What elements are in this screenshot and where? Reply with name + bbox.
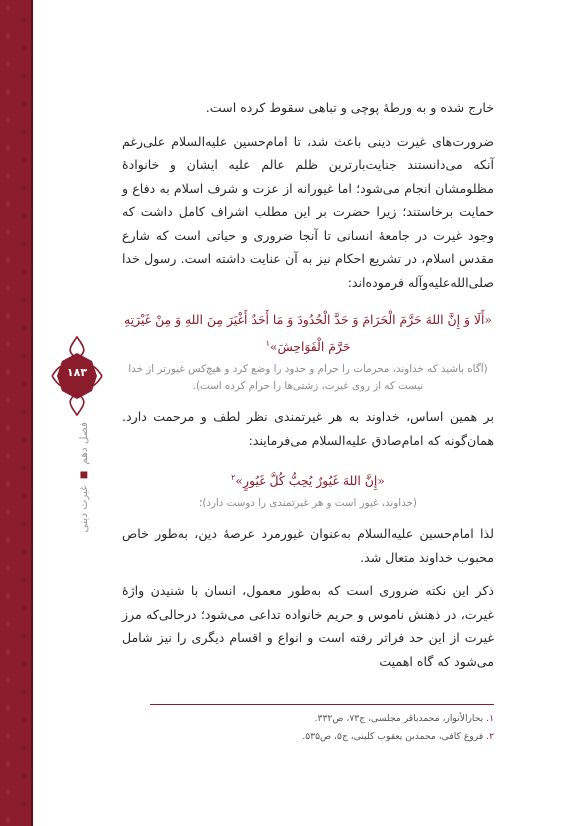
separator-dot-icon: ■: [79, 469, 89, 480]
hadith-quote-2: [122, 466, 494, 493]
chapter-label: فصل دهم: [78, 422, 90, 465]
footnote-text: بحارالأنوار، محمدباقر مجلسی، ج۷۳، ص۳۳۲.: [314, 713, 484, 724]
footnote-1: [150, 710, 494, 728]
chapter-subtitle: غیرت دینی: [78, 485, 90, 533]
footnote-2: [150, 728, 494, 746]
hadith-2-translation: (خداوند، غیور است و هر غیرتمندی را دوست دارد)؛: [199, 497, 417, 510]
footnote-divider: [150, 704, 494, 705]
hadith-1-text: «أَلَا وَ إِنَّ اللهَ حَرَّمَ الْحَرَامَ وَ حَدَّ الْحُدُودَ وَ مَا أَحَدٌ أَغْيَرَ مِنَ اللهِ وَ مِنْ غَيْرَتِهِ حَرَّمَ الْفَوَاحِشَ»: [124, 312, 492, 355]
page-number: ۱۸۳: [66, 366, 88, 379]
footnotes: [150, 710, 494, 746]
footnote-ref-2: ۲: [231, 473, 236, 483]
hadith-quote-1: [122, 308, 494, 359]
side-decorative-band: [0, 0, 33, 826]
paragraph-1: خارج شده و به ورطهٔ پوچی و تباهی سقوط کرده است.: [205, 100, 494, 115]
footnote-text: فروع کافی، محمدبن یعقوب کلینی، ج۵، ص۵۳۵.: [302, 731, 484, 742]
hadith-1-translation: (آگاه باشید که خداوند، محرمات را حرام و حدود را وضع کرد و هیچ‌کس غیورتر از خدا نیست که از روی غیرت، زشتی‌ها را حرام کرده است).: [128, 363, 488, 393]
paragraph-2: ضرورت‌های غیرت دینی باعث شد، تا امام‌حسین علیه‌السلام علی‌رغم آنکه می‌دانستند جنایت‌بارترین ظلم عالم علیه ایشان و خانوادهٔ مظلومشان انجام می‌شود؛ اما غیورانه از عزت و شرف اسلام به دفاع و حمایت برخاستند؛ زیرا حضرت بر این مطلب اشراف کامل داشت که وجود غیرت در جامعهٔ انسانی تا آنجا ضروری و حیاتی است که شارع مقدس اسلام، در تشریع احکام نیز به آن عنایت داشته است. رسول خدا صلی‌الله‌علیه‌وآله فرموده‌اند:: [122, 133, 494, 290]
paragraph-4: لذا امام‌حسین علیه‌السلام به‌عنوان غیورمرد عرصهٔ دین، به‌طور خاص محبوب خداوند متعال شد.: [122, 526, 494, 565]
paragraph-3: بر همین اساس، خداوند به هر غیرتمندی نظر لطف و مرحمت دارد. همان‌گونه که امام‌صادق علیه‌السلام می‌فرمایند:: [122, 409, 494, 448]
paragraph-5: ذکر این نکته ضروری است که به‌طور معمول، انسان با شنیدن واژهٔ غیرت، در ذهنش ناموس و حریم خانواده تداعی می‌شود؛ درحالی‌که مرز غیرت از این حد فراتر رفته است و انواع و اقسام دیگری را نیز شامل می‌شود که گاه اهمیت: [122, 583, 494, 669]
hadith-2-text: «إِنَّ اللهَ غَيُورٌ يُحِبُّ كُلَّ غَيُورٍ»: [235, 473, 385, 489]
footnote-number: ۲.: [486, 731, 494, 742]
main-text: [122, 96, 494, 673]
footnote-number: ۱.: [486, 713, 494, 724]
running-head: [48, 422, 108, 542]
footnote-ref-1: ۱: [265, 339, 270, 348]
